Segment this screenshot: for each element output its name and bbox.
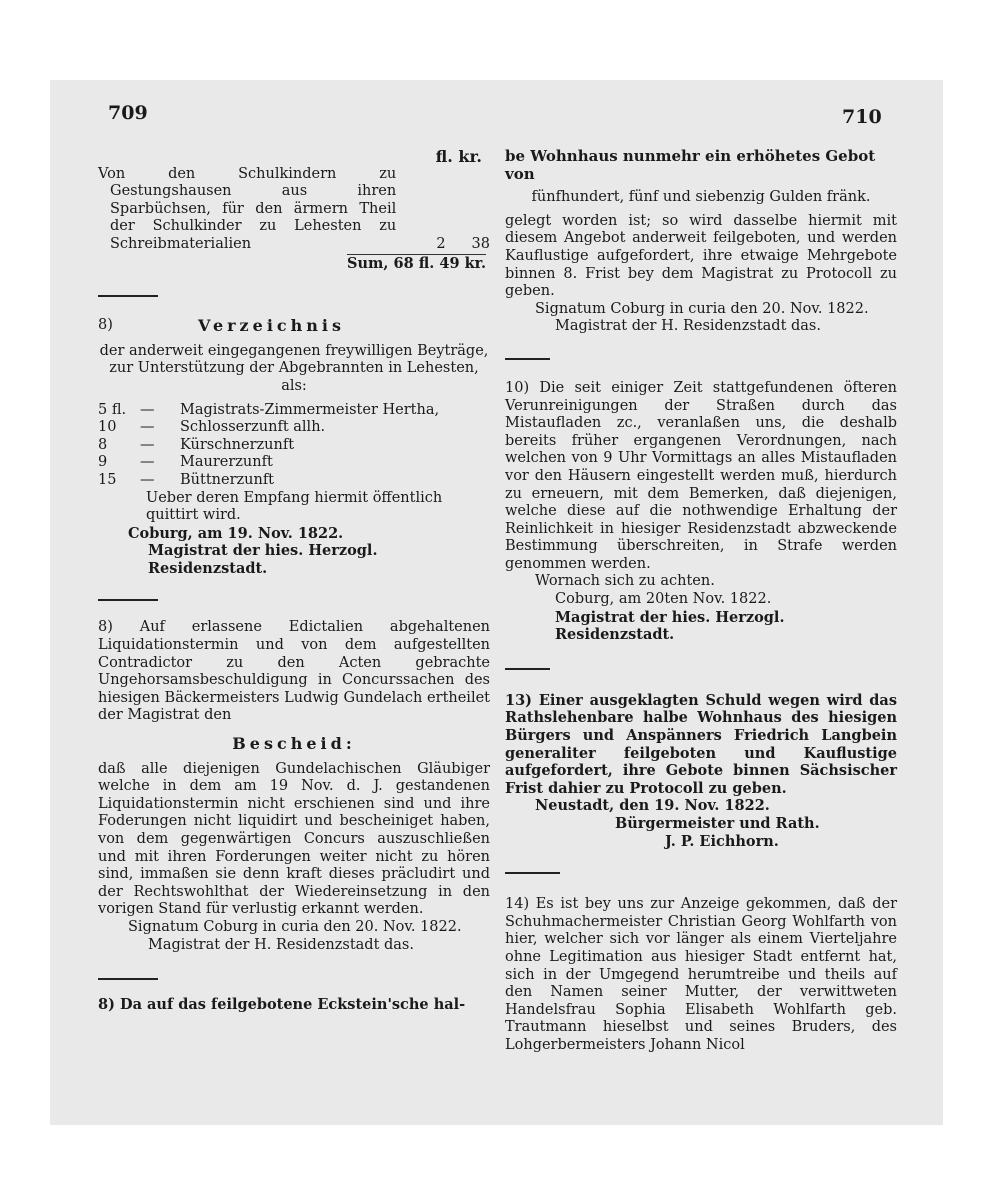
currency-header: fl. kr. [435, 147, 482, 166]
signature: Magistrat der H. Residenzstadt das. [555, 318, 821, 335]
list-item [98, 437, 490, 455]
item-amount: 15 [98, 471, 117, 488]
item-name: Kürschnerzunft [180, 436, 295, 453]
list-item [98, 454, 490, 472]
section-14-text: 14) Es ist bey uns zur Anzeige gekommen, daß der Schuhmachermeister Christian Georg Wohlfarth von hier, welcher sich vor länger als einem Vierteljahre ohne Legitimation aus hiesiger Stadt entfernt hat, sich in der Umgegend herumtreibe und theils auf den Namen seiner Mutter, der verwittweten Handelsfrau Sophia Elisabeth Wohlfarth geb. Trautmann hieselbst und seines Bruders, des Lohgerbermeisters Johann Nicol [505, 896, 897, 1053]
entry-kr: 38 [471, 235, 490, 252]
place-date: Coburg, am 19. Nov. 1822. [128, 524, 344, 542]
section-8c-start: 8) Da auf das feilgebotene Eckstein'sche hal- [98, 996, 466, 1014]
item-amount: 9 [98, 454, 108, 471]
left-column [98, 148, 490, 1014]
continuation-line-2: fünfhundert, fünf und siebenzig Gulden fränk. [531, 189, 871, 206]
signed-line: Signatum Coburg in curia den 20. Nov. 1822. [535, 300, 869, 317]
list-item [98, 402, 490, 420]
item-name: Maurerzunft [180, 454, 273, 471]
item-amount: 10 [98, 419, 117, 436]
entry-text: Von den Schulkindern zu Gestungshausen aus ihren Sparbüchsen, für den ärmern Theil der Schulkinder zu Lehesten zu Schreibmaterialien [98, 165, 397, 252]
section-8b-text: 8) Auf erlassene Edictalien abgehaltenen Liquidationstermin und von dem aufgestellten Contradictor zu den Acten gebrachte Ungehorsamsbeschuldigung in Concurssachen des hiesigen Bäckermeisters Ludwig Gundelach ertheilet der Magistrat den [98, 619, 490, 724]
item-mid: — [140, 419, 155, 436]
section-8b-body: daß alle diejenigen Gundelachischen Gläubiger welche in dem am 19 Nov. d. J. gestandenen Liquidationstermin nicht erschienen sind und ihre Foderungen nicht liquidirt und bescheiniget haben, von dem gegenwärtigen Concurs auszuschließen und mit ihren Forderungen weiter nicht zu hören sind, immaßen sie denn kraft dieses präcludirt und der Rechtswohlthat der Wiedereinsetzung in den vorigen Stand für verlustig erkannt werden. [98, 760, 490, 918]
signed-line: Signatum Coburg in curia den 20. Nov. 1822. [128, 918, 462, 935]
item-amount: 8 [98, 436, 108, 453]
place-date: Neustadt, den 19. Nov. 1822. [535, 797, 770, 815]
divider [505, 668, 550, 670]
newspaper-page [50, 80, 943, 1125]
section-13-text: 13) Einer ausgeklagten Schuld wegen wird das Rathslehenbare halbe Wohnhaus des hiesigen Bürgers und Anspänners Friedrich Langbein generaliter feilgeboten und Kauflustige aufgefordert, ihre Gebote binnen Sächsischer Frist dahier zu Protocoll zu geben. [505, 691, 897, 797]
section-10-text: 10) Die seit einiger Zeit stattgefundenen öfteren Verunreinigungen der Straßen durch das Mistaufladen zc., veranlaßen uns, die deshalb bereits früher ergangenen Verordnungen, nach welchen von 9 Uhr Vormittags an alles Mistaufladen vor den Häusern eingestellt werden muß, hierdurch zu erneuern, mit dem Bemerken, daß diejenigen, welche diese auf die nothwendige Erhaltung der Reinlichkeit in hiesiger Residenzstadt abzweckende Bestimmung überschreiten, in Strafe werden genommen werden. [505, 379, 897, 572]
divider [98, 599, 158, 601]
divider [505, 358, 550, 360]
donation-list [98, 402, 490, 490]
item-name: Magistrats-Zimmermeister Hertha, [180, 401, 440, 418]
signature-1: Bürgermeister und Rath. [615, 815, 820, 832]
continuation-body: gelegt worden ist; so wird dasselbe hiermit mit diesem Angebot anderweit feilgeboten, und werden Kauflustige aufgefordert, ihre etwaige Mehrgebote binnen 8. Frist bey dem Magistrat zu Protocoll zu geben. [505, 212, 897, 300]
divider [98, 295, 158, 297]
signature: Magistrat der H. Residenzstadt das. [148, 936, 414, 953]
item-amount: 5 fl. [98, 401, 127, 418]
section-title: Verzeichnis [198, 316, 345, 336]
item-mid: — [140, 436, 155, 453]
item-mid: — [140, 401, 155, 418]
right-column [505, 148, 897, 1055]
signature-2: J. P. Eichhorn. [665, 832, 779, 850]
section-8b-heading: Bescheid: [232, 734, 356, 754]
signature: Magistrat der hies. Herzogl. Residenzstadt. [555, 608, 785, 644]
item-mid: — [140, 454, 155, 471]
item-name: Büttnerzunft [180, 471, 275, 488]
divider [98, 978, 158, 980]
divider [505, 872, 560, 874]
section-8-intro: der anderweit eingegangenen freywilligen Beyträge, zur Unterstützung der Abgebrannten in Lehesten, als: [99, 342, 489, 394]
entry-gestungshausen [98, 166, 490, 254]
list-item [98, 419, 490, 437]
continuation-line-1: be Wohnhaus nunmehr ein erhöhetes Gebot von [505, 147, 876, 183]
section-number: 8) [98, 317, 113, 334]
note: Wornach sich zu achten. [535, 573, 715, 590]
item-name: Schlosserzunft allh. [180, 419, 326, 436]
place-date: Coburg, am 20ten Nov. 1822. [555, 591, 772, 608]
page-number-left: 709 [108, 102, 148, 124]
section-8-heading [98, 317, 490, 335]
page-number-right: 710 [842, 106, 882, 128]
sum-total: Sum, 68 fl. 49 kr. [347, 254, 486, 272]
item-mid: — [140, 471, 155, 488]
signature: Magistrat der hies. Herzogl. Residenzstadt. [148, 542, 378, 577]
receipt-note: Ueber deren Empfang hiermit öffentlich quittirt wird. [146, 489, 443, 524]
entry-fl: 2 [436, 235, 446, 252]
list-item [98, 472, 490, 490]
